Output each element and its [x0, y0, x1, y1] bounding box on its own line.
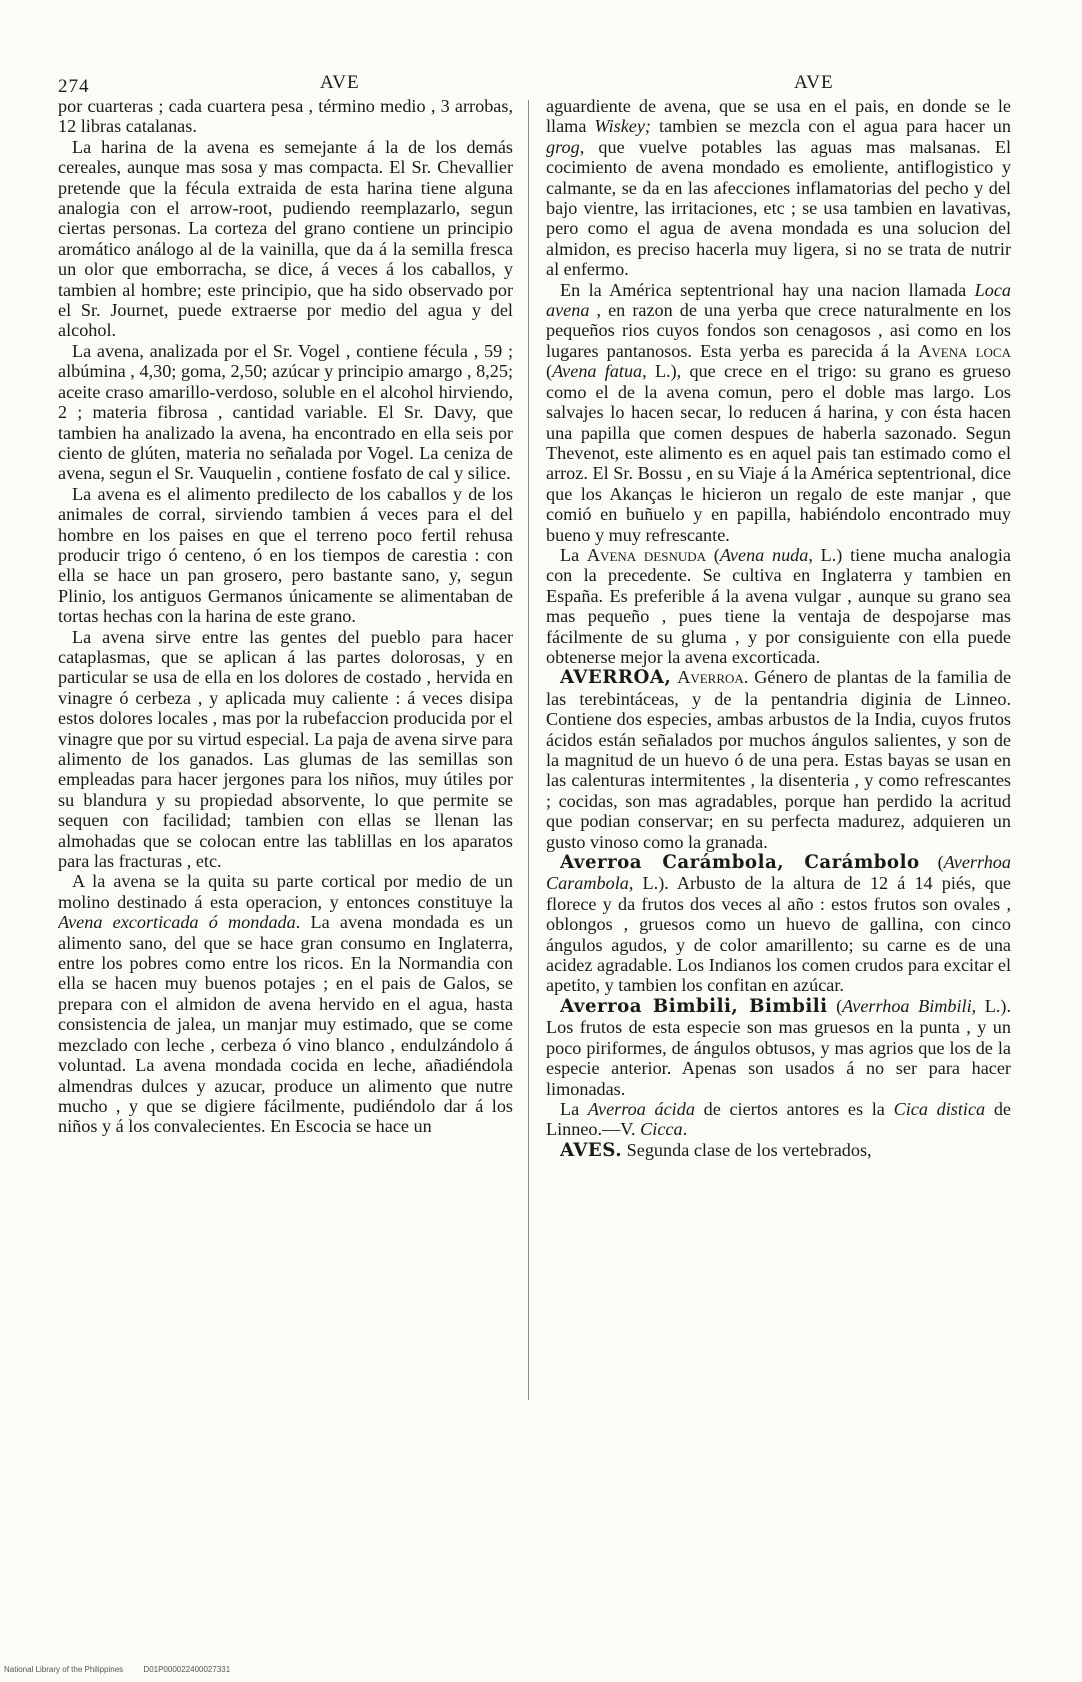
- italic-term: Wiskey;: [594, 116, 651, 137]
- text-run: .: [682, 1119, 688, 1140]
- text-run: , L.) tiene mucha analogia con la precedente. Se cultiva en Inglaterra y tambien en España. Es preferible á la avena vulgar , aunque su grano sea mas pequeño , pues tiene la ventaja de despojarse mas fácilmente de su gluma , y por consiguiente con ella puede obtenerse mejor la avena excorticada.: [546, 544, 1011, 667]
- paragraph: La avena es el alimento predilecto de los caballos y de los animales de corral, sirviendo tambien á veces para el del hombre en los paises en que el terreno poco fertil rehusa producir trigo ó centeno, ó en los tiempos de carestia : con ella se hace un pan grosero, pero bastante sano, y, segun Plinio, los antiguos Germanos únicamente se alimentaban de tortas hechas con la harina de este grano.: [58, 483, 513, 627]
- page-number: 274: [58, 76, 90, 97]
- entry-averroa-bimbili: [546, 996, 1011, 1099]
- italic-term: Avena excorticada ó mondada: [58, 912, 296, 933]
- text-run: A la avena se la quita su parte cortical por medio de un molino destinado á esta operacion, y entonces constituye la: [58, 871, 513, 912]
- headword: AVERROA,: [560, 667, 672, 689]
- text-run: . Género de plantas de la familia de las terebintáceas, y de la pentandria diginia de Linneo. Contiene dos especies, ambas arbustos de la India, cuyos frutos ácidos están señalados por muchos ángulos salientes, y son de la magnitud de un huevo ó de una pera. Estas bayas se usan en las calenturas intermitentes , la disenteria , y como refrescantes ; cocidas, son mas agradables, porque han perdido la acritud que podian conservar; en su perfecta madurez, adquieren un gusto vinoso como la granada.: [546, 667, 1011, 852]
- paragraph: La avena sirve entre las gentes del pueblo para hacer cataplasmas, que se aplican á las partes dolorosas, y en particular se usa de ella en los dolores de costado , hervida en vinagre ó cerbeza , y aplicada muy caliente : á veces disipa estos dolores locales , mas por la rubefaccion producida por el vinagre que por su virtud especial. La paja de avena sirve para alimento de los ganados. Las glumas de las semillas son empleadas para hacer jergones para los niños, muy útiles por su blandura y su propiedad absorvente, lo que permite se sequen con facilidad; tambien con ellas se llenan las almohadas que se colocan entre las tablillas en los aparatos para las fracturas , etc.: [58, 626, 513, 872]
- scan-code: D01P000022400027331: [143, 1665, 231, 1674]
- text-run: , L.), que crece en el trigo: su grano es grueso como el de la avena comun, pero el doble mas largo. Los salvajes lo hacen secar, lo reducen á harina, y con ésta hacen una papilla que comen despues de haberla sazonado. Segun Thevenot, este alimento es en aquel pais tan estimado como el arroz. El Sr. Bossu , en su Viaje á la América septentrional, dice que los Akanças le hicieron un regalo de este manjar , que comió en buñuelo y en papilla, habiéndolo encontrado muy bueno y muy refrescante.: [546, 361, 1011, 545]
- paragraph: [58, 871, 513, 1136]
- small-caps-term: Avena loca: [918, 340, 1011, 361]
- text-run: , L.). Arbusto de la altura de 12 á 14 piés, que florece y da frutos dos veces al año : estos frutos son ovales , oblongos , gruesos como un huevo de gallina, con cinco ángulos agudos, y de color amarillento; su carne es de una acidez agradable. Los Indianos los comen crudos para excitar el apetito, y tambien los confitan en azúcar.: [546, 873, 1011, 996]
- left-running-head: AVE: [320, 72, 360, 93]
- italic-term: Averroa ácida: [587, 1098, 695, 1119]
- italic-term: Averrhoa Bimbili: [842, 995, 972, 1016]
- text-run: , L.). Los frutos de esta especie son mas gruesos en la punta , y un poco piriformes, de ángulos obtusos, y mas agrios que los de la especie anterior. Apenas son usados á no ser para hacer limonadas.: [546, 995, 1011, 1099]
- text-run: de ciertos antores es la: [694, 1098, 894, 1119]
- italic-term: grog: [546, 136, 580, 157]
- italic-term: Avena nuda: [719, 544, 809, 565]
- italic-term: Avena fatua: [552, 361, 643, 382]
- text-run: (: [919, 852, 944, 873]
- text-run: tambien se mezcla con el agua para hacer un: [650, 116, 1011, 137]
- italic-term: Cicca: [640, 1119, 683, 1140]
- italic-term: Cica distica: [893, 1098, 986, 1119]
- small-caps-term: Avena desnuda: [586, 544, 707, 565]
- paragraph: [546, 1099, 1011, 1140]
- left-column: [58, 96, 513, 1416]
- text-run: , en razon de una yerba que crece naturalmente en los pequeños rios cuyos fondos son cenagosos , asi como en los lugares pantanosos. Esta yerba es parecida á la: [546, 300, 1011, 361]
- text-run: (: [546, 361, 553, 382]
- entry-averroa: [546, 667, 1011, 852]
- paragraph: [546, 545, 1011, 667]
- text-run: La: [560, 544, 587, 565]
- paragraph: La avena, analizada por el Sr. Vogel , contiene fécula , 59 ; albúmina , 4,30; goma, 2,50; azúcar y principio amargo , 8,25; aceite craso amarillo-verdoso, soluble en el alcohol hirviendo, 2 ; materia fibrosa , cantidad variable. El Sr. Davy, que tambien ha analizado la avena, ha encontrado en ella seis por ciento de glúten, materia no señalada por Vogel. La ceniza de avena, segun el Sr. Vauquelin , contiene fosfato de cal y silice.: [58, 340, 513, 484]
- scan-footer: [4, 1665, 248, 1674]
- column-divider: [528, 100, 529, 1400]
- text-run: (: [706, 544, 720, 565]
- right-column: [546, 96, 1011, 1416]
- text-run: (: [827, 995, 843, 1016]
- paragraph: [546, 96, 1011, 280]
- paragraph: La harina de la avena es semejante á la de los demás cereales, aunque mas sosa y mas compacta. El Sr. Chevallier pretende que la fécula extraida de esta harina tiene alguna analogia con el arrow-root, pudiendo reemplazarlo, segun ciertas personas. La corteza del grano contiene un principio aromático análogo al de la vainilla, que da á la semilla fresca un olor que emborracha, se dice, á veces á los caballos, y tambien al hombre; este principio, que ha sido observado por el Sr. Journet, puede extraerse por medio del agua y del alcohol.: [58, 136, 513, 341]
- text-run: . La avena mondada es un alimento sano, del que se hace gran consumo en Inglaterra, entre los pobres como entre los ricos. En la Normandia con ella se hacen muy buenos potajes ; en el pais de Galos, se prepara con el almidon de avena hervido en el agua, hasta consistencia de jalea, un manjar muy estimado, que se come mezclado con leche , cerbeza ó vino blanco , endulzándolo á voluntad. La avena mondada cocida en leche, añadiéndola almendras dulces y azucar, produce un alimento que nutre mucho , y que se digiere fácilmente, pudiéndolo dar á los niños y á los convalecientes. En Escocia se hace un: [58, 912, 513, 1137]
- headword: Averroa Bimbili, Bimbili: [560, 995, 828, 1017]
- running-header: [52, 72, 1052, 96]
- text-run: , que vuelve potables las aguas mas malsanas. El cocimiento de avena mondado es emoliente, antiflogistico y calmante, se da en las afecciones inflamatorias del pecho y del bajo vientre, las irritaciones, etc ; se usa tambien en lavativas, pero como el agua de avena mondada es una solucion del almidon, es preciso hacerla muy ligera, si no se trata de nutrir al enfermo.: [546, 136, 1011, 280]
- library-credit: National Library of the Philippines: [4, 1665, 124, 1674]
- right-running-head: AVE: [794, 72, 834, 93]
- paragraph: por cuarteras ; cada cuartera pesa , término medio , 3 arrobas, 12 libras catalanas.: [58, 96, 513, 137]
- italic-term: Loca avena: [546, 279, 1011, 321]
- text-run: En la América septentrional hay una nacion llamada: [560, 279, 975, 300]
- text-run: La: [560, 1098, 588, 1119]
- italic-term: Averrhoa Carambola: [546, 852, 1011, 894]
- entry-averroa-carambola: [546, 852, 1011, 996]
- headword: AVES.: [560, 1139, 623, 1161]
- text-run: de Linneo.—V.: [546, 1098, 1011, 1140]
- entry-aves: [546, 1140, 1011, 1161]
- small-caps-term: Averroa: [677, 667, 744, 688]
- text-run: aguardiente de avena, que se usa en el pais, en donde se le llama: [546, 96, 1011, 137]
- headword: Averroa Carámbola, Carámbolo: [560, 852, 920, 874]
- paragraph: [546, 280, 1011, 545]
- text-run: Segunda clase de los vertebrados,: [622, 1139, 872, 1160]
